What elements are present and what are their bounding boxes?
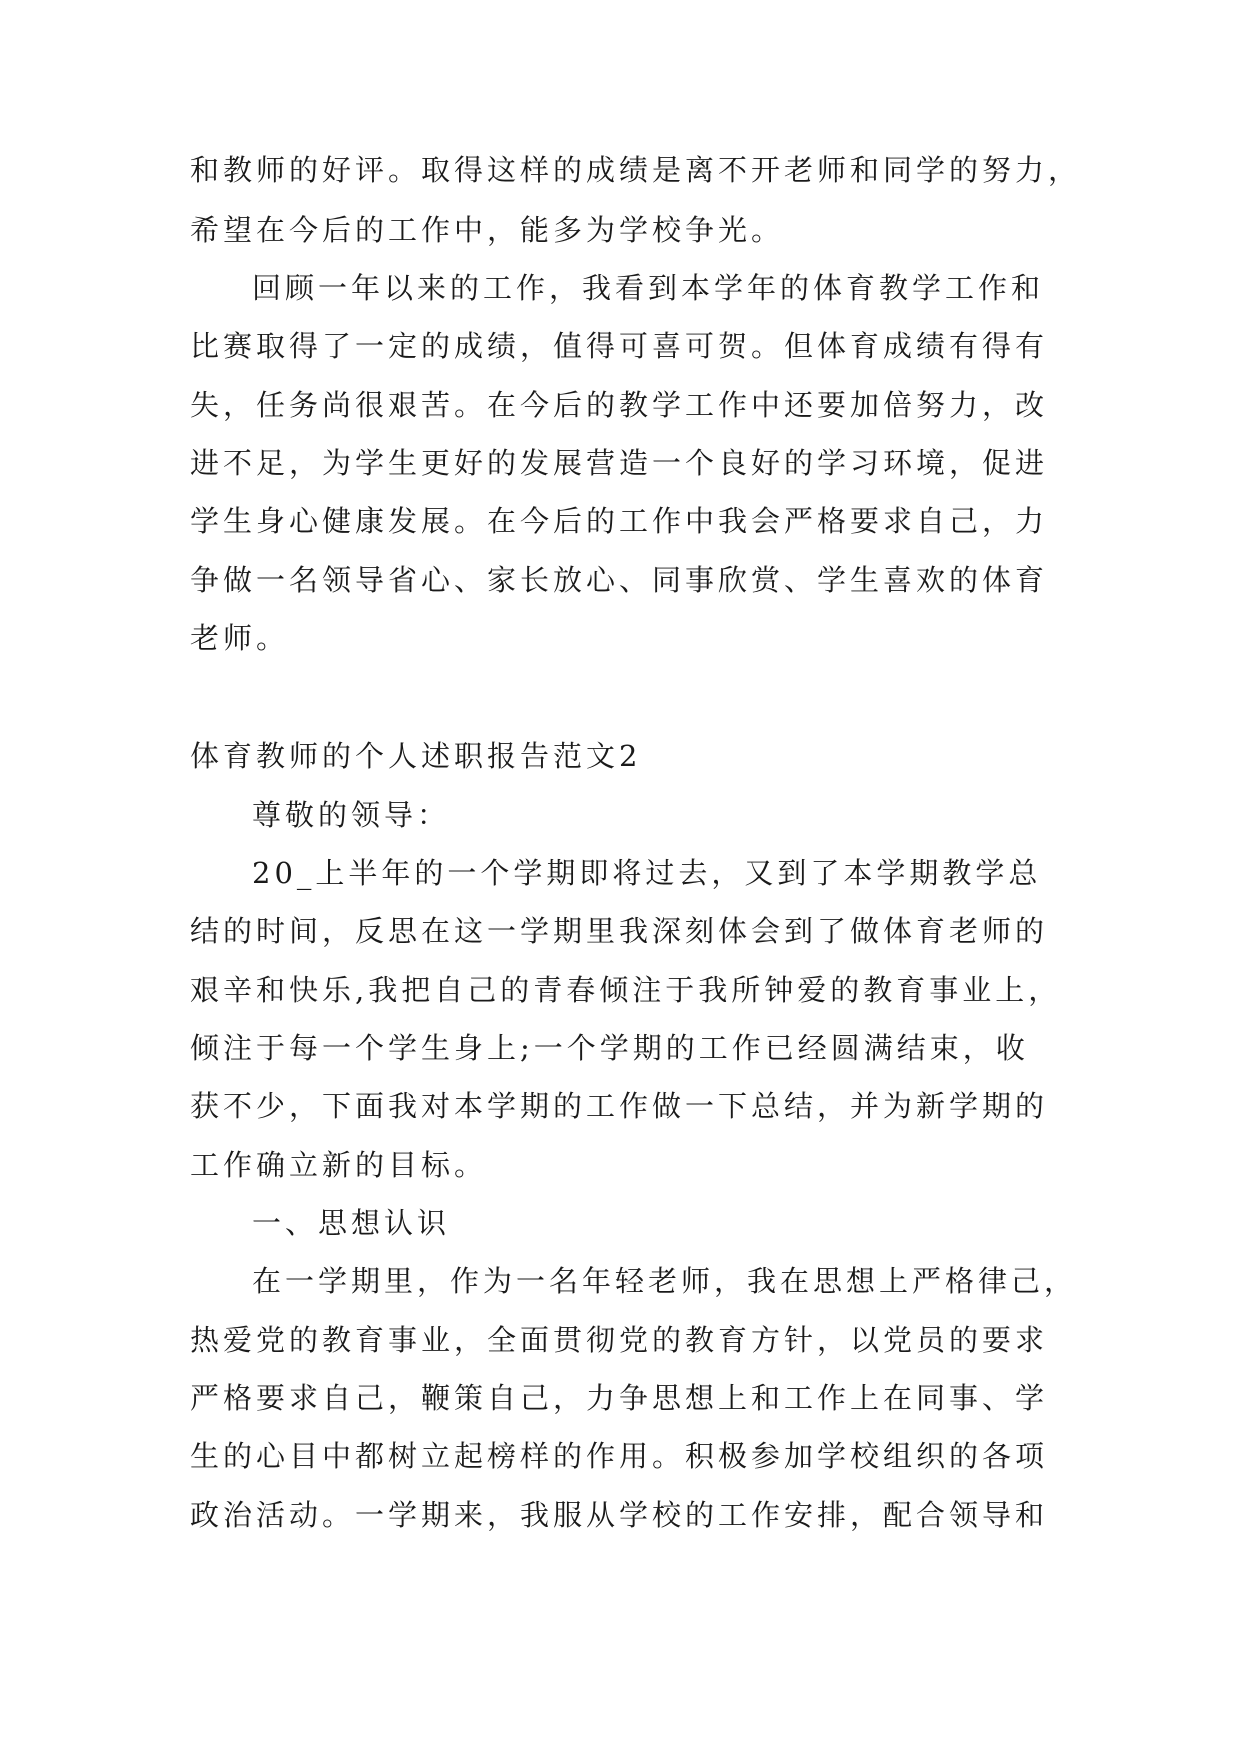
paragraph-line: 20_上半年的一个学期即将过去，又到了本学期教学总 [252,856,1042,890]
paragraph-line: 倾注于每一个学生身上;一个学期的工作已经圆满结束，收 [190,1031,1029,1065]
section-heading: 体育教师的个人述职报告范文2 [190,739,642,773]
paragraph-line: 老师。 [190,621,290,655]
paragraph-line: 结的时间，反思在这一学期里我深刻体会到了做体育老师的 [190,914,1049,948]
paragraph-line: 希望在今后的工作中，能多为学校争光。 [190,213,785,247]
paragraph-line: 严格要求自己，鞭策自己，力争思想上和工作上在同事、学 [190,1381,1049,1415]
paragraph-line: 工作确立新的目标。 [190,1148,488,1182]
paragraph-line: 学生身心健康发展。在今后的工作中我会严格要求自己，力 [190,504,1049,538]
paragraph-line: 生的心目中都树立起榜样的作用。积极参加学校组织的各项 [190,1439,1049,1473]
paragraph-line: 和教师的好评。取得这样的成绩是离不开老师和同学的努力， [190,153,1082,187]
paragraph-line: 比赛取得了一定的成绩，值得可喜可贺。但体育成绩有得有 [190,329,1049,363]
subsection-heading: 一、思想认识 [252,1206,451,1240]
paragraph-line: 获不少，下面我对本学期的工作做一下总结，并为新学期的 [190,1089,1049,1123]
paragraph-line: 艰辛和快乐,我把自己的青春倾注于我所钟爱的教育事业上， [190,973,1062,1007]
paragraph-line: 政治活动。一学期来，我服从学校的工作安排，配合领导和 [190,1498,1049,1532]
paragraph-line: 热爱党的教育事业，全面贯彻党的教育方针，以党员的要求 [190,1323,1049,1357]
paragraph-line: 进不足，为学生更好的发展营造一个良好的学习环境，促进 [190,446,1049,480]
salutation: 尊敬的领导： [252,798,451,832]
paragraph-line: 失，任务尚很艰苦。在今后的教学工作中还要加倍努力，改 [190,388,1049,422]
paragraph-line: 争做一名领导省心、家长放心、同事欣赏、学生喜欢的体育 [190,563,1049,597]
paragraph-line: 回顾一年以来的工作，我看到本学年的体育教学工作和 [252,271,1045,305]
paragraph-line: 在一学期里，作为一名年轻老师，我在思想上严格律己， [252,1264,1078,1298]
